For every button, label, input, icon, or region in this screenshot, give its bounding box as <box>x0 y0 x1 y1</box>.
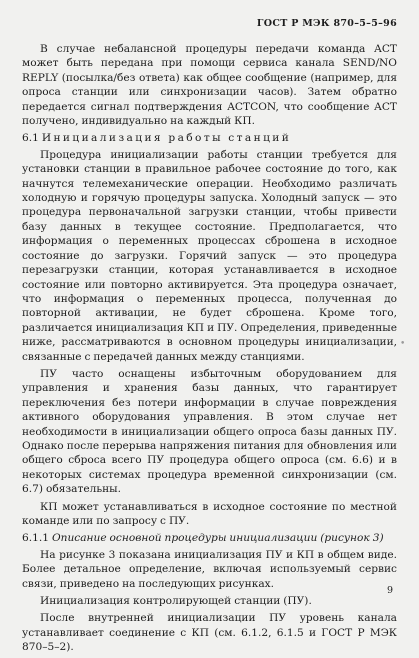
paragraph: Инициализация контролирующей станции (ПУ). <box>40 595 312 608</box>
subsection-title: Описание основной процедуры инициализации (рисунок 3) <box>51 532 384 545</box>
paragraph: На рисунке 3 показана инициализация ПУ и КП в общем виде. Более детальное определение, включая используемый сервис связи, приведено на последующих рисунках. <box>22 548 397 590</box>
paragraph: КП может устанавливаться в исходное состояние по местной команде или по запросу с ПУ. <box>22 500 397 527</box>
subsection-heading <box>22 531 397 545</box>
subsection-number: 6.1.1 <box>22 532 49 545</box>
section-heading <box>22 131 397 145</box>
paragraph: В случае небалансной процедуры передачи команда ACT может быть передана при помощи сервиса канала SEND/NO REPLY (посылка/без ответа) как общее сообщение (например, для опроса станции или синхронизации часов). Затем обратно передается сигнал подтверждения ACTCON, что сообщение ACT получено, индивидуально на каждый КП. <box>22 43 397 128</box>
body-text <box>22 42 397 658</box>
margin-mark: • <box>400 339 406 349</box>
page-header: ГОСТ Р МЭК 870–5–5–96 <box>256 18 397 29</box>
page-number: 9 <box>386 585 393 596</box>
paragraph: Процедура инициализации работы станции требуется для установки станции в правильное рабочее состояние до того, как начнутся телемеханические операции. Необходимо различать холодную и горячую процедуры запуска. Холодный запуск — это процедура первоначальной загрузки станции, чтобы привести базу данных в текущее состояние. Предполагается, что информация о переменных процессах сброшена в исходное состояние до загрузки. Горячий запуск — это процедура перезагрузки станции, которая устанавливается в исходное состояние или повторно активируется. Эта процедура означает, что информация о переменных процесса, полученная до повторной активации, не будет сброшена. Кроме того, различается инициализация КП и ПУ. Определения, приведенные ниже, рассматриваются в основном процедуры инициализации, связанные с передачей данных между станциями. <box>22 148 397 363</box>
section-title: Инициализация работы станций <box>41 132 292 145</box>
section-number: 6.1 <box>22 132 39 145</box>
paragraph: ПУ часто оснащены избыточным оборудованием для управления и хранения базы данных, что гарантирует переключения без потери информации в случае повреждения активного оборудования управления. В этом случае нет необходимости в инициализации общего опроса базы данных ПУ. Однако после перерыва напряжения питания для обновления или общего сброса всего ПУ процедура общего опроса (см. 6.6) и в некоторых системах процедура временной синхронизации (см. 6.7) обязательны. <box>22 367 397 496</box>
paragraph: После внутренней инициализации ПУ уровень канала устанавливает соединение с КП (см. 6.1.2, 6.1.5 и ГОСТ Р МЭК 870–5–2). <box>22 612 397 654</box>
